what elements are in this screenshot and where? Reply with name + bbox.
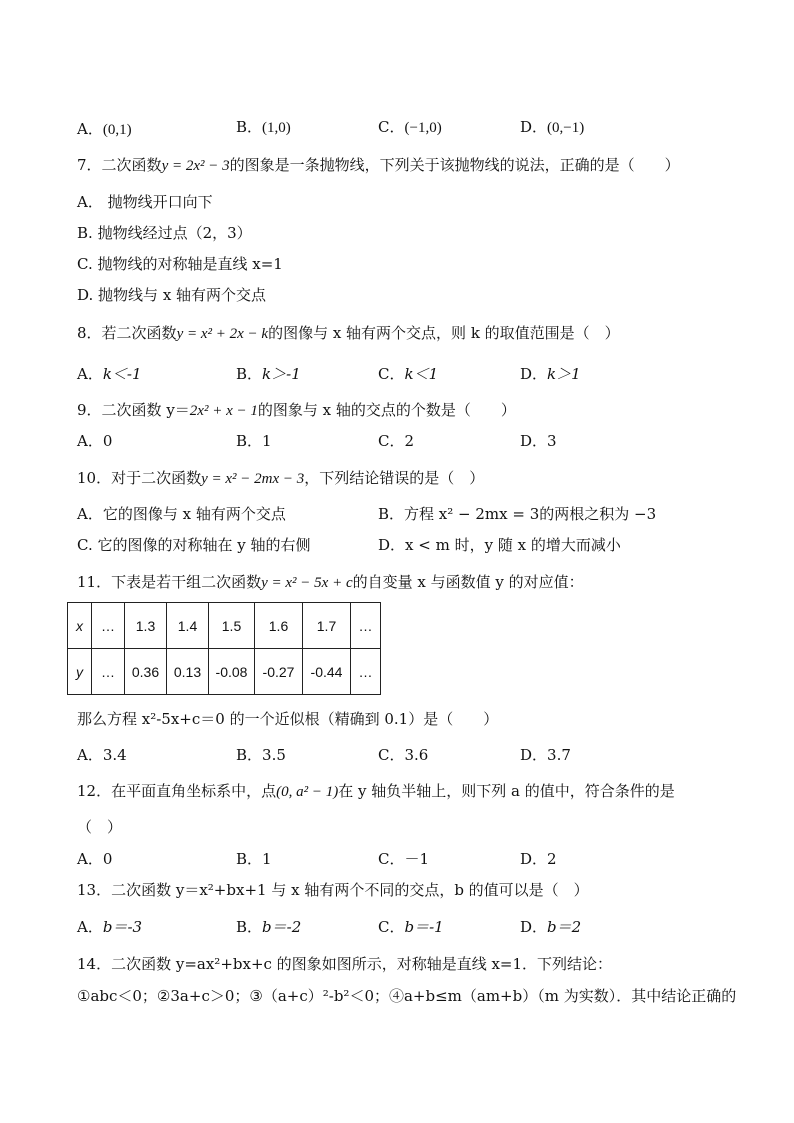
table-row-x bbox=[68, 603, 381, 649]
q11-followup: 那么方程 x²-5x+c＝0 的一个近似根（精确到 0.1）是（ ） bbox=[77, 710, 499, 728]
table-cell: y bbox=[68, 649, 92, 695]
q7-option-c: C. 抛物线的对称轴是直线 x=1 bbox=[77, 255, 283, 273]
q13-option-c: C．b＝-1 bbox=[378, 918, 444, 936]
q7-option-b: B. 抛物线经过点（2，3） bbox=[77, 224, 252, 242]
q13-option-d: D．b＝2 bbox=[520, 918, 582, 936]
table-cell: … bbox=[92, 603, 125, 649]
table-cell: -0.27 bbox=[255, 649, 303, 695]
q9-option-b: B．1 bbox=[236, 432, 272, 450]
q7-option-d: D. 抛物线与 x 轴有两个交点 bbox=[77, 286, 267, 304]
q12-answer-bracket: （ ） bbox=[77, 818, 123, 836]
table-cell: x bbox=[68, 603, 92, 649]
q13-stem: 13．二次函数 y＝x²+bx+1 与 x 轴有两个不同的交点，b 的值可以是（ ） bbox=[77, 881, 589, 899]
q12-stem: 12．在平面直角坐标系中，点(0, a² − 1)在 y 轴负半轴上，则下列 a 的值中，符合条件的是 bbox=[77, 782, 675, 800]
q12-option-b: B．1 bbox=[236, 850, 272, 868]
q9-option-c: C．2 bbox=[378, 432, 415, 450]
q11-option-b: B．3.5 bbox=[236, 746, 286, 764]
q14-stem: 14．二次函数 y=ax²+bx+c 的图象如图所示，对称轴是直线 x=1．下列结论： bbox=[77, 955, 613, 973]
q12-option-c: C．－1 bbox=[378, 850, 430, 868]
table-cell: 1.4 bbox=[167, 603, 209, 649]
q9-option-a: A．0 bbox=[77, 432, 113, 450]
q11-option-c: C．3.6 bbox=[378, 746, 429, 764]
table-cell: … bbox=[92, 649, 125, 695]
q8-option-a: A．k＜-1 bbox=[77, 365, 142, 383]
q11-stem: 11．下表是若干组二次函数y = x² − 5x + c的自变量 x 与函数值 y 的对应值： bbox=[77, 573, 584, 591]
value-table bbox=[67, 602, 381, 695]
table-cell: … bbox=[351, 603, 381, 649]
q7-option-a: A． 抛物线开口向下 bbox=[77, 193, 213, 211]
table-cell: 1.3 bbox=[125, 603, 167, 649]
q8-option-b: B．k＞-1 bbox=[236, 365, 301, 383]
q9-stem: 9．二次函数 y＝2x² + x − 1的图象与 x 轴的交点的个数是（ ） bbox=[77, 401, 516, 419]
q10-option-c: C. 它的图像的对称轴在 y 轴的右侧 bbox=[77, 536, 311, 554]
table-cell: -0.08 bbox=[209, 649, 255, 695]
q14-conclusions: ①abc＜0；②3a+c＞0；③（a+c）²-b²＜0；④a+b≤m（am+b）（m 为实数）．其中结论正确的 bbox=[77, 987, 737, 1005]
option-a: A．(0,1) bbox=[77, 120, 132, 138]
table-cell: 0.13 bbox=[167, 649, 209, 695]
q8-option-d: D．k＞1 bbox=[520, 365, 581, 383]
option-d: D．(0,−1) bbox=[520, 118, 585, 136]
table-cell: 0.36 bbox=[125, 649, 167, 695]
q8-option-c: C．k＜1 bbox=[378, 365, 439, 383]
table-cell: 1.5 bbox=[209, 603, 255, 649]
q8-stem: 8．若二次函数y = x² + 2x − k的图像与 x 轴有两个交点，则 k 的取值范围是（ ） bbox=[77, 324, 620, 342]
q10-option-a: A．它的图像与 x 轴有两个交点 bbox=[77, 505, 286, 523]
q11-option-d: D．3.7 bbox=[520, 746, 571, 764]
q13-option-a: A．b＝-3 bbox=[77, 918, 143, 936]
table-cell: -0.44 bbox=[303, 649, 351, 695]
q13-option-b: B．b＝-2 bbox=[236, 918, 302, 936]
option-c: C．(−1,0) bbox=[378, 118, 442, 136]
q11-option-a: A．3.4 bbox=[77, 746, 127, 764]
q7-stem: 7．二次函数y = 2x² − 3的图象是一条抛物线，下列关于该抛物线的说法，正确的是（ ） bbox=[77, 156, 680, 174]
q10-option-d: D．x < m 时，y 随 x 的增大而减小 bbox=[378, 536, 621, 554]
option-b: B．(1,0) bbox=[236, 118, 291, 136]
q10-stem: 10．对于二次函数y = x² − 2mx − 3，下列结论错误的是（ ） bbox=[77, 469, 485, 487]
q12-option-d: D．2 bbox=[520, 850, 557, 868]
table-cell: … bbox=[351, 649, 381, 695]
q10-option-b: B．方程 x² − 2mx = 3的两根之积为 −3 bbox=[378, 505, 657, 523]
q12-option-a: A．0 bbox=[77, 850, 113, 868]
table-cell: 1.7 bbox=[303, 603, 351, 649]
table-row-y bbox=[68, 649, 381, 695]
table-cell: 1.6 bbox=[255, 603, 303, 649]
q9-option-d: D．3 bbox=[520, 432, 557, 450]
